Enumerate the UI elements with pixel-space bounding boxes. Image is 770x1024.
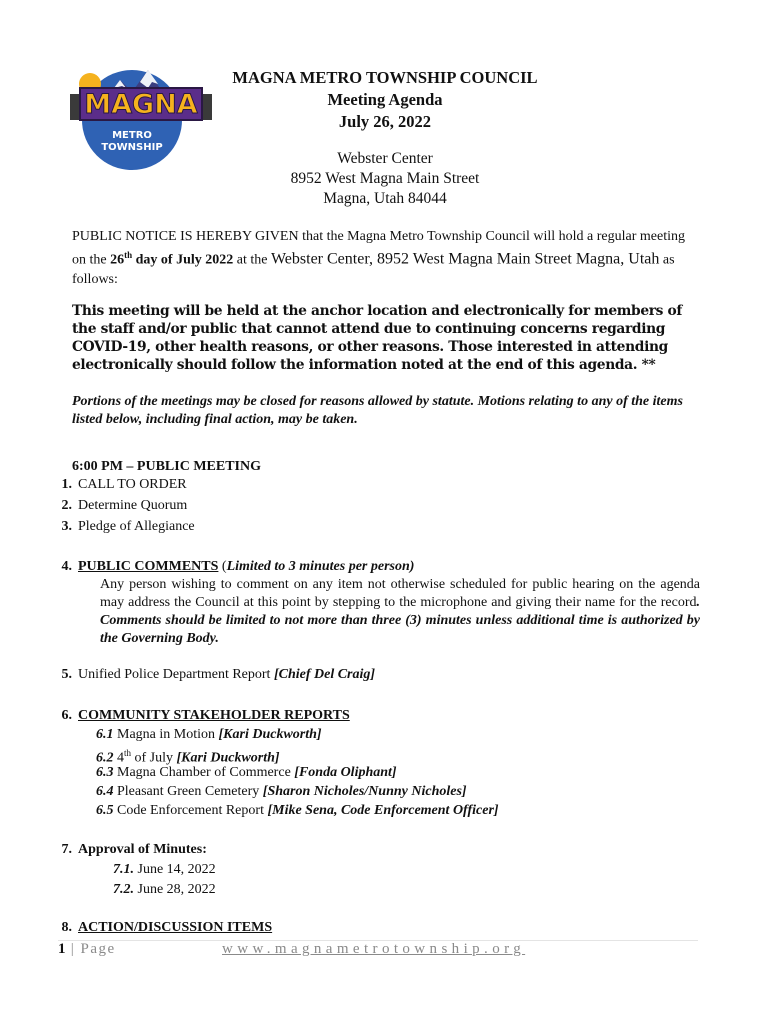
logo-sub-township: TOWNSHIP xyxy=(101,142,163,153)
public-notice: PUBLIC NOTICE IS HEREBY GIVEN that the Magna Metro Township Council will hold a regular meeting on the 26th day of July 2022 at the Webster Center, 8952 West Magna Main Street Magna, Utah as follows: xyxy=(72,229,685,287)
public-comments-description: Any person wishing to comment on any item not otherwise scheduled for public hearing on the agenda may address the Council at this point by stepping to the microphone and giving their name for the record. Comments should be limited to not more than three (3) minutes unless additional time is authorized by the Governing Body. xyxy=(100,577,700,646)
agenda-item-2: 2. Determine Quorum xyxy=(61,498,188,513)
agenda-item-1: 1. CALL TO ORDER xyxy=(61,477,187,492)
page-footer: 1 | Page www.magnametrotownship.org xyxy=(58,941,526,957)
sub-item-6-5: 6.5 Code Enforcement Report [Mike Sena, Code Enforcement Officer] xyxy=(96,803,499,818)
document-title: Meeting Agenda xyxy=(327,90,443,109)
page-number: 1 xyxy=(58,941,66,957)
sub-item-6-3: 6.3 Magna Chamber of Commerce [Fonda Oliphant] xyxy=(96,765,397,780)
agenda-item-4: 4. PUBLIC COMMENTS (Limited to 3 minutes per person) xyxy=(61,559,415,574)
agenda-item-3: 3. Pledge of Allegiance xyxy=(61,519,195,534)
magna-metro-township-logo xyxy=(70,58,212,176)
council-name: MAGNA METRO TOWNSHIP COUNCIL xyxy=(232,68,538,87)
sub-item-7-2: 7.2. June 28, 2022 xyxy=(113,882,216,897)
venue-street: 8952 West Magna Main Street xyxy=(290,170,480,187)
closed-session-notice: Portions of the meetings may be closed for reasons allowed by statute. Motions relating to any of the items listed below, including final action, may be taken. xyxy=(72,394,683,427)
agenda-item-7: 7. Approval of Minutes: xyxy=(61,842,207,857)
sub-item-6-4: 6.4 Pleasant Green Cemetery [Sharon Nicholes/Nunny Nicholes] xyxy=(96,784,467,799)
page-label: Page xyxy=(80,941,116,957)
logo-wordmark: MAGNA xyxy=(84,89,198,120)
sub-item-6-2: 6.2 4th of July [Kari Duckworth] xyxy=(96,748,280,766)
agenda-item-8: 8. ACTION/DISCUSSION ITEMS xyxy=(61,920,273,935)
agenda-item-5: 5. Unified Police Department Report [Chief Del Craig] xyxy=(61,667,376,682)
venue-name: Webster Center xyxy=(337,150,433,167)
sub-item-7-1: 7.1. June 14, 2022 xyxy=(113,862,216,877)
logo-sub-metro: METRO xyxy=(112,130,152,141)
public-meeting-heading: 6:00 PM – PUBLIC MEETING xyxy=(72,459,261,474)
meeting-date: July 26, 2022 xyxy=(338,112,432,131)
venue-city: Magna, Utah 84044 xyxy=(323,190,447,207)
sub-item-6-1: 6.1 Magna in Motion [Kari Duckworth] xyxy=(96,727,322,742)
electronic-attendance-notice: This meeting will be held at the anchor location and electronically for members of the staff and/or public that cannot attend due to continuing concerns regarding COVID-19, other health reasons, or other reasons. Those interested in attending electronically should follow the information noted at the end of this agenda. ** xyxy=(72,303,682,373)
agenda-item-6: 6. COMMUNITY STAKEHOLDER REPORTS xyxy=(61,708,350,723)
website-link[interactable]: www.magnametrotownship.org xyxy=(222,941,526,957)
